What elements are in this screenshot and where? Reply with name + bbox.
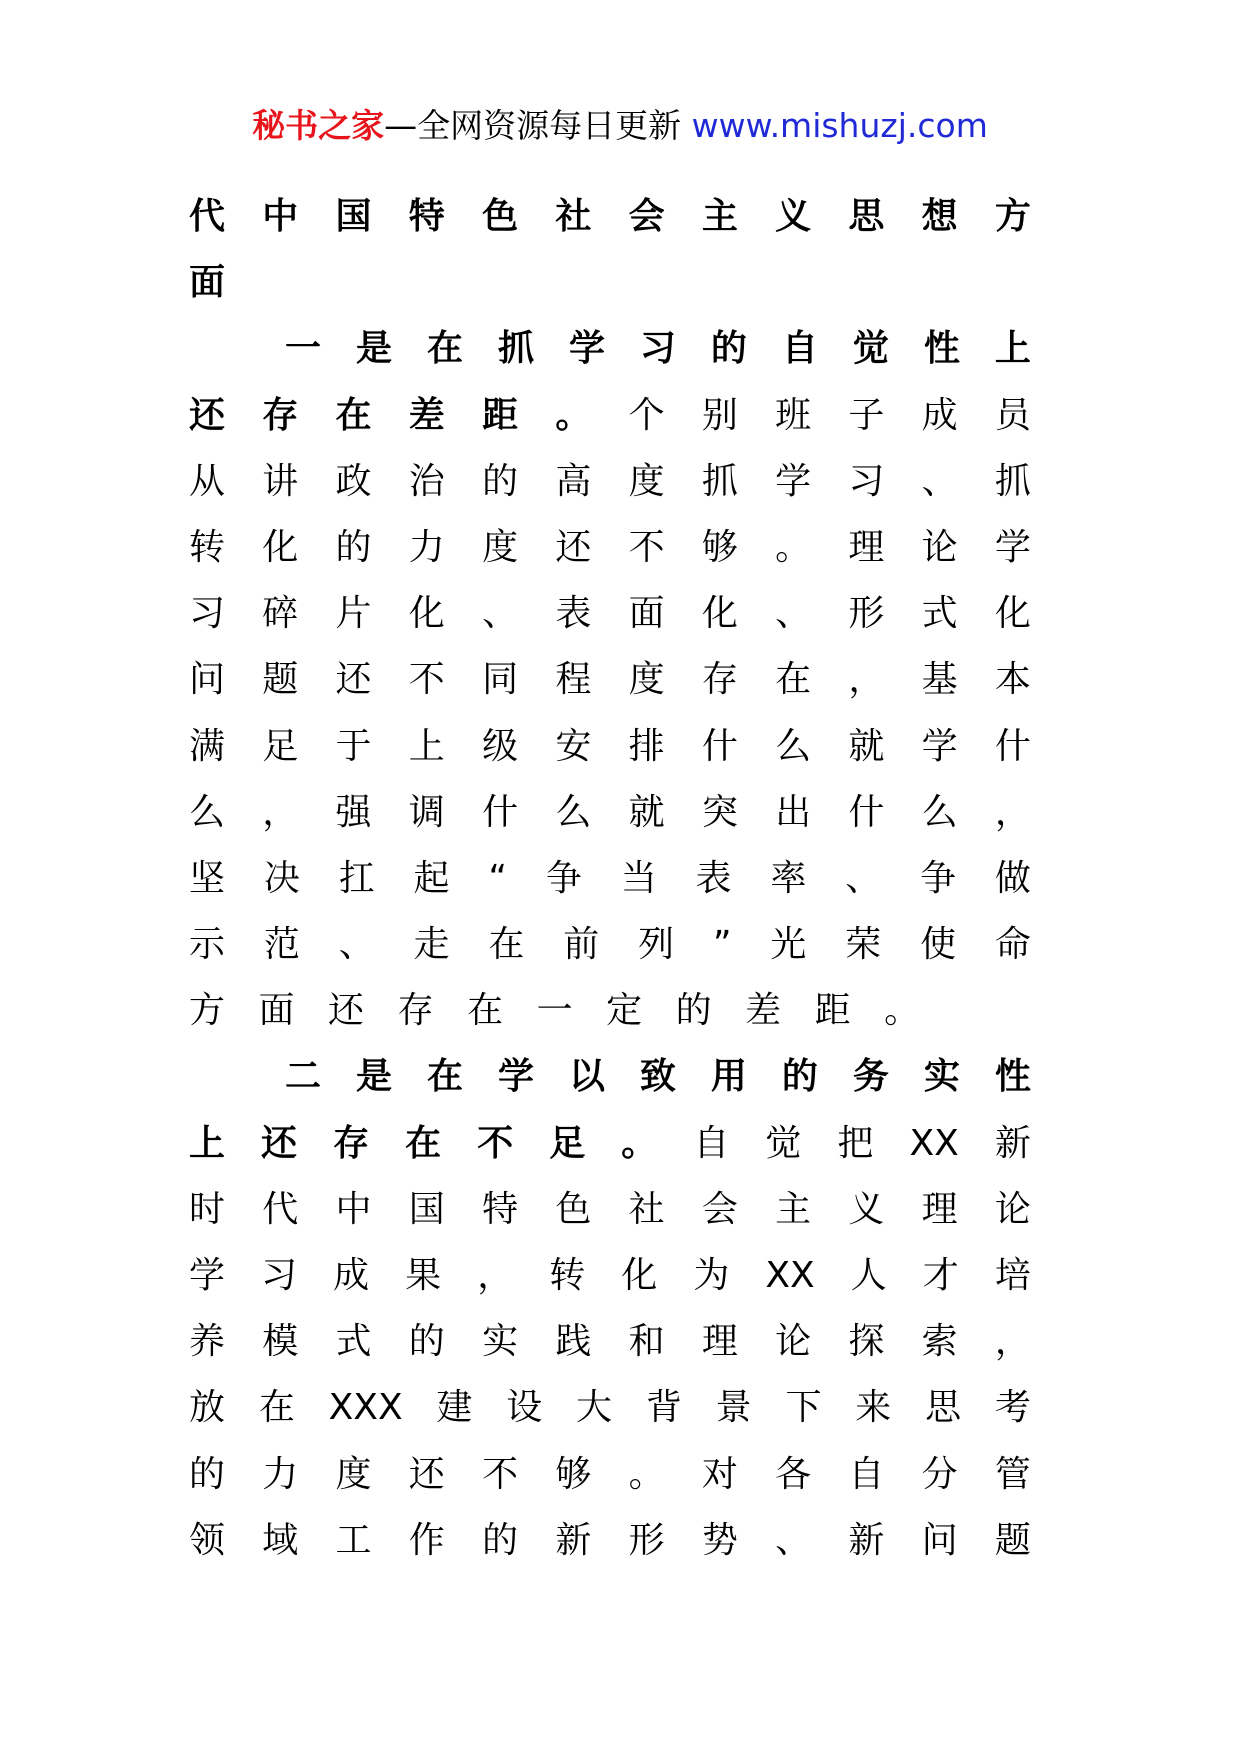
document-glyph: 化 <box>262 526 299 568</box>
document-glyph: 为 <box>693 1255 730 1296</box>
document-glyph: 性 <box>923 328 960 370</box>
document-glyph: 式 <box>335 1321 372 1363</box>
document-glyph: 满 <box>189 725 226 767</box>
document-glyph: 在 <box>467 990 504 1032</box>
document-glyph: 差 <box>408 394 445 436</box>
document-glyph: 存 <box>701 659 738 701</box>
site-banner <box>0 98 1240 154</box>
document-glyph: 本 <box>994 659 1031 701</box>
document-glyph: 在 <box>258 1387 295 1429</box>
document-glyph: 特 <box>482 1188 519 1230</box>
document-glyph: 势 <box>701 1519 738 1561</box>
document-glyph: 学 <box>497 1056 534 1098</box>
document-glyph: 学 <box>994 526 1031 568</box>
document-glyph: 致 <box>639 1056 676 1098</box>
document-glyph: 自 <box>781 328 818 370</box>
document-glyph: 把 <box>837 1122 874 1164</box>
document-glyph: 社 <box>628 1188 665 1230</box>
document-glyph: 的 <box>482 1519 519 1561</box>
document-glyph: 。 <box>884 990 921 1032</box>
document-glyph: 国 <box>335 196 372 237</box>
document-line <box>189 647 1031 713</box>
document-glyph: ， <box>848 659 885 701</box>
document-glyph: 才 <box>922 1255 959 1296</box>
document-glyph: 义 <box>848 1188 885 1230</box>
document-glyph: 存 <box>397 990 434 1032</box>
document-glyph: 想 <box>921 196 958 237</box>
document-glyph: 基 <box>921 659 958 701</box>
document-glyph: 觉 <box>852 328 889 370</box>
document-glyph: 什 <box>482 791 519 833</box>
document-glyph: 于 <box>335 725 372 767</box>
document-glyph: 放 <box>189 1387 226 1429</box>
document-glyph: 力 <box>408 526 445 568</box>
banner-tagline: —全网资源每日更新 <box>384 106 692 145</box>
document-glyph: 不 <box>477 1122 514 1164</box>
document-glyph: 特 <box>408 196 445 237</box>
document-glyph: 调 <box>408 791 445 833</box>
document-glyph: 什 <box>848 791 885 833</box>
document-glyph: 命 <box>994 924 1031 966</box>
document-glyph: 景 <box>715 1387 752 1429</box>
document-line <box>189 714 1031 780</box>
document-glyph: 主 <box>701 196 738 237</box>
document-glyph: 理 <box>921 1188 958 1230</box>
document-glyph: 习 <box>639 328 676 370</box>
document-glyph: 一 <box>536 990 573 1032</box>
document-glyph: 各 <box>775 1453 812 1495</box>
document-glyph: 决 <box>263 857 300 899</box>
document-glyph: 的 <box>408 1321 445 1363</box>
document-glyph: 义 <box>775 196 812 237</box>
document-glyph: 来 <box>855 1387 892 1429</box>
document-glyph: 够 <box>701 526 738 568</box>
document-glyph: 习 <box>848 460 885 502</box>
document-glyph: 片 <box>335 593 372 635</box>
document-glyph: 出 <box>775 791 812 833</box>
document-glyph: ， <box>994 1321 1031 1363</box>
document-glyph: 面 <box>628 593 665 635</box>
document-glyph: 度 <box>628 659 665 701</box>
document-glyph: 还 <box>328 990 365 1032</box>
document-glyph: 、 <box>921 460 958 502</box>
document-glyph: 表 <box>555 593 592 635</box>
document-glyph: 抓 <box>994 460 1031 502</box>
document-glyph: 分 <box>921 1453 958 1495</box>
document-glyph: 在 <box>426 1056 463 1098</box>
document-glyph: 代 <box>262 1188 299 1230</box>
document-glyph: 度 <box>335 1453 372 1495</box>
document-glyph: 班 <box>775 394 812 436</box>
document-glyph: 领 <box>189 1519 226 1561</box>
document-glyph: 什 <box>701 725 738 767</box>
document-glyph: 什 <box>994 725 1031 767</box>
document-glyph: 级 <box>482 725 519 767</box>
document-glyph: 抓 <box>497 328 534 370</box>
document-glyph: 在 <box>405 1122 442 1164</box>
document-glyph: 坚 <box>189 857 226 899</box>
document-glyph: 子 <box>848 394 885 436</box>
document-glyph: 转 <box>549 1255 586 1296</box>
document-glyph: XXX <box>328 1387 403 1429</box>
document-glyph: 走 <box>413 924 450 966</box>
document-glyph: 人 <box>850 1255 887 1296</box>
document-glyph: 率 <box>770 857 807 899</box>
document-glyph: 不 <box>628 526 665 568</box>
document-glyph: 面 <box>258 990 295 1032</box>
document-glyph: 在 <box>775 659 812 701</box>
document-glyph: 自 <box>848 1453 885 1495</box>
document-glyph: 示 <box>189 924 226 966</box>
document-glyph: 定 <box>606 990 643 1032</box>
document-glyph: ， <box>994 791 1031 833</box>
document-glyph: 对 <box>701 1453 738 1495</box>
document-glyph: 学 <box>568 328 605 370</box>
document-glyph: 大 <box>576 1387 613 1429</box>
document-glyph: 够 <box>555 1453 592 1495</box>
document-line <box>189 1442 1031 1508</box>
document-glyph: 化 <box>994 593 1031 635</box>
document-glyph: 还 <box>555 526 592 568</box>
document-glyph: 突 <box>701 791 738 833</box>
document-glyph: 是 <box>355 328 392 370</box>
document-glyph: 题 <box>994 1519 1031 1561</box>
document-line <box>189 780 1031 846</box>
document-glyph: 存 <box>262 394 299 436</box>
document-glyph: 上 <box>189 1122 226 1164</box>
document-glyph: 同 <box>482 659 519 701</box>
document-glyph: 足 <box>549 1122 586 1164</box>
document-glyph: 模 <box>262 1321 299 1363</box>
document-glyph: 色 <box>555 1188 592 1230</box>
document-glyph: 化 <box>408 593 445 635</box>
document-glyph: 形 <box>628 1519 665 1561</box>
document-glyph: 成 <box>333 1255 370 1296</box>
document-glyph: 就 <box>848 725 885 767</box>
document-glyph: 碎 <box>262 593 299 635</box>
document-glyph: 范 <box>263 924 300 966</box>
document-glyph: ” <box>712 924 732 966</box>
document-glyph: 色 <box>482 196 519 237</box>
document-glyph: 、 <box>338 924 375 966</box>
document-glyph: 实 <box>482 1321 519 1363</box>
document-glyph: 治 <box>408 460 445 502</box>
document-line <box>189 515 1031 581</box>
document-glyph: 探 <box>848 1321 885 1363</box>
document-glyph: 表 <box>695 857 732 899</box>
document-glyph: 在 <box>426 328 463 370</box>
document-glyph: 强 <box>335 791 372 833</box>
document-glyph: 还 <box>408 1453 445 1495</box>
document-line <box>189 1375 1031 1441</box>
document-glyph: 面 <box>189 262 226 304</box>
document-glyph: 和 <box>628 1321 665 1363</box>
document-glyph: 争 <box>545 857 582 899</box>
document-glyph: 考 <box>994 1387 1031 1429</box>
document-glyph: 培 <box>994 1255 1031 1296</box>
document-glyph: 会 <box>701 1188 738 1230</box>
document-glyph: 不 <box>482 1453 519 1495</box>
document-glyph: 形 <box>848 593 885 635</box>
document-glyph: 上 <box>994 328 1031 370</box>
document-glyph: 存 <box>333 1122 370 1164</box>
document-glyph: 背 <box>645 1387 682 1429</box>
document-glyph: 论 <box>775 1321 812 1363</box>
document-glyph: 排 <box>628 725 665 767</box>
document-glyph: 的 <box>675 990 712 1032</box>
document-glyph: 社 <box>555 196 592 237</box>
document-line <box>189 1177 1031 1243</box>
document-glyph: 高 <box>555 460 592 502</box>
document-glyph: 抓 <box>701 460 738 502</box>
document-glyph: 学 <box>921 725 958 767</box>
document-glyph: 扛 <box>338 857 375 899</box>
document-glyph: 建 <box>436 1387 473 1429</box>
document-glyph: 新 <box>848 1519 885 1561</box>
document-line <box>189 383 1031 449</box>
document-glyph: 题 <box>262 659 299 701</box>
document-line <box>189 1111 1031 1177</box>
document-glyph: 就 <box>628 791 665 833</box>
document-glyph: 二 <box>285 1056 322 1098</box>
document-glyph: 距 <box>814 990 851 1032</box>
document-glyph: 别 <box>701 394 738 436</box>
document-glyph: 论 <box>921 526 958 568</box>
document-glyph: “ <box>488 857 508 899</box>
document-glyph: 还 <box>335 659 372 701</box>
document-glyph: 不 <box>408 659 445 701</box>
document-glyph: 工 <box>335 1519 372 1561</box>
document-glyph: 养 <box>189 1321 226 1363</box>
document-glyph: 索 <box>921 1321 958 1363</box>
document-glyph: 成 <box>921 394 958 436</box>
document-glyph: 时 <box>189 1188 226 1230</box>
document-glyph: 力 <box>262 1453 299 1495</box>
document-glyph: 么 <box>189 791 226 833</box>
document-glyph: 讲 <box>262 460 299 502</box>
document-glyph: 程 <box>555 659 592 701</box>
document-line <box>189 184 1031 250</box>
document-glyph: 争 <box>920 857 957 899</box>
document-glyph: 学 <box>775 460 812 502</box>
document-glyph: 。 <box>628 1453 665 1495</box>
document-glyph: 国 <box>408 1188 445 1230</box>
document-glyph: 荣 <box>845 924 882 966</box>
document-glyph: 的 <box>781 1056 818 1098</box>
document-line <box>189 449 1031 515</box>
document-glyph: 实 <box>923 1056 960 1098</box>
document-glyph: 化 <box>621 1255 658 1296</box>
document-line <box>189 316 1031 382</box>
document-glyph: 中 <box>262 196 299 237</box>
document-glyph: 方 <box>994 196 1031 237</box>
document-glyph: 的 <box>482 460 519 502</box>
document-glyph: 。 <box>555 394 592 436</box>
document-glyph: 会 <box>628 196 665 237</box>
document-glyph: 习 <box>189 593 226 635</box>
document-glyph: 学 <box>189 1255 226 1296</box>
document-glyph: 光 <box>770 924 807 966</box>
document-glyph: 、 <box>775 593 812 635</box>
document-glyph: ， <box>477 1255 514 1296</box>
document-glyph: 务 <box>852 1056 889 1098</box>
document-glyph: 的 <box>710 328 747 370</box>
document-glyph: 当 <box>620 857 657 899</box>
document-glyph: 式 <box>921 593 958 635</box>
document-glyph: 、 <box>482 593 519 635</box>
document-glyph: 新 <box>994 1122 1031 1164</box>
document-glyph: 做 <box>994 857 1031 899</box>
document-glyph: ， <box>262 791 299 833</box>
document-glyph: 一 <box>285 328 322 370</box>
document-glyph: 从 <box>189 460 226 502</box>
document-glyph: 安 <box>555 725 592 767</box>
document-glyph: 下 <box>785 1387 822 1429</box>
document-glyph: 理 <box>701 1321 738 1363</box>
document-glyph: 思 <box>925 1387 962 1429</box>
document-line <box>189 1309 1031 1375</box>
document-glyph: XX <box>909 1122 959 1164</box>
document-glyph: 觉 <box>765 1122 802 1164</box>
document-glyph: 践 <box>555 1321 592 1363</box>
document-glyph: 度 <box>482 526 519 568</box>
brand-name: 秘书之家 <box>252 106 385 145</box>
document-glyph: 、 <box>845 857 882 899</box>
document-glyph: 设 <box>506 1387 543 1429</box>
document-glyph: 还 <box>189 394 226 436</box>
document-glyph: 方 <box>189 990 226 1032</box>
document-glyph: 代 <box>189 196 226 237</box>
document-body <box>189 184 1031 1574</box>
document-line <box>189 978 1031 1044</box>
document-line <box>189 250 1031 316</box>
document-glyph: 么 <box>775 725 812 767</box>
document-glyph: 问 <box>921 1519 958 1561</box>
document-line <box>189 1044 1031 1110</box>
document-glyph: 足 <box>262 725 299 767</box>
document-glyph: XX <box>765 1255 815 1296</box>
document-glyph: 员 <box>994 394 1031 436</box>
document-glyph: 域 <box>262 1519 299 1561</box>
document-glyph: 起 <box>413 857 450 899</box>
document-glyph: 的 <box>335 526 372 568</box>
document-glyph: 思 <box>848 196 885 237</box>
document-glyph: 论 <box>994 1188 1031 1230</box>
document-glyph: 中 <box>335 1188 372 1230</box>
document-line <box>189 846 1031 912</box>
document-line <box>189 912 1031 978</box>
document-glyph: 在 <box>335 394 372 436</box>
document-glyph: 上 <box>408 725 445 767</box>
document-glyph: 新 <box>555 1519 592 1561</box>
document-glyph: 么 <box>921 791 958 833</box>
document-glyph: 政 <box>335 460 372 502</box>
document-glyph: 使 <box>920 924 957 966</box>
document-glyph: 习 <box>261 1255 298 1296</box>
document-glyph: 主 <box>775 1188 812 1230</box>
document-glyph: 么 <box>555 791 592 833</box>
document-glyph: 差 <box>745 990 782 1032</box>
document-line <box>189 1243 1031 1309</box>
document-glyph: 列 <box>638 924 675 966</box>
document-glyph: 用 <box>710 1056 747 1098</box>
document-glyph: 果 <box>405 1255 442 1296</box>
site-url-link[interactable]: www.mishuzj.com <box>691 106 988 145</box>
document-glyph: 的 <box>189 1453 226 1495</box>
document-glyph: 问 <box>189 659 226 701</box>
document-glyph: 转 <box>189 526 226 568</box>
document-glyph: 化 <box>701 593 738 635</box>
document-glyph: 。 <box>621 1122 658 1164</box>
document-glyph: 还 <box>261 1122 298 1164</box>
document-glyph: 。 <box>775 526 812 568</box>
document-glyph: 是 <box>355 1056 392 1098</box>
document-line <box>189 581 1031 647</box>
document-glyph: 度 <box>628 460 665 502</box>
document-glyph: 以 <box>568 1056 605 1098</box>
document-glyph: 性 <box>994 1056 1031 1098</box>
document-glyph: 前 <box>563 924 600 966</box>
document-glyph: 理 <box>848 526 885 568</box>
document-glyph: 管 <box>994 1453 1031 1495</box>
document-glyph: 作 <box>408 1519 445 1561</box>
document-glyph: 、 <box>775 1519 812 1561</box>
document-glyph: 在 <box>488 924 525 966</box>
document-glyph: 自 <box>693 1122 730 1164</box>
document-line <box>189 1508 1031 1574</box>
document-glyph: 个 <box>628 394 665 436</box>
document-glyph: 距 <box>482 394 519 436</box>
